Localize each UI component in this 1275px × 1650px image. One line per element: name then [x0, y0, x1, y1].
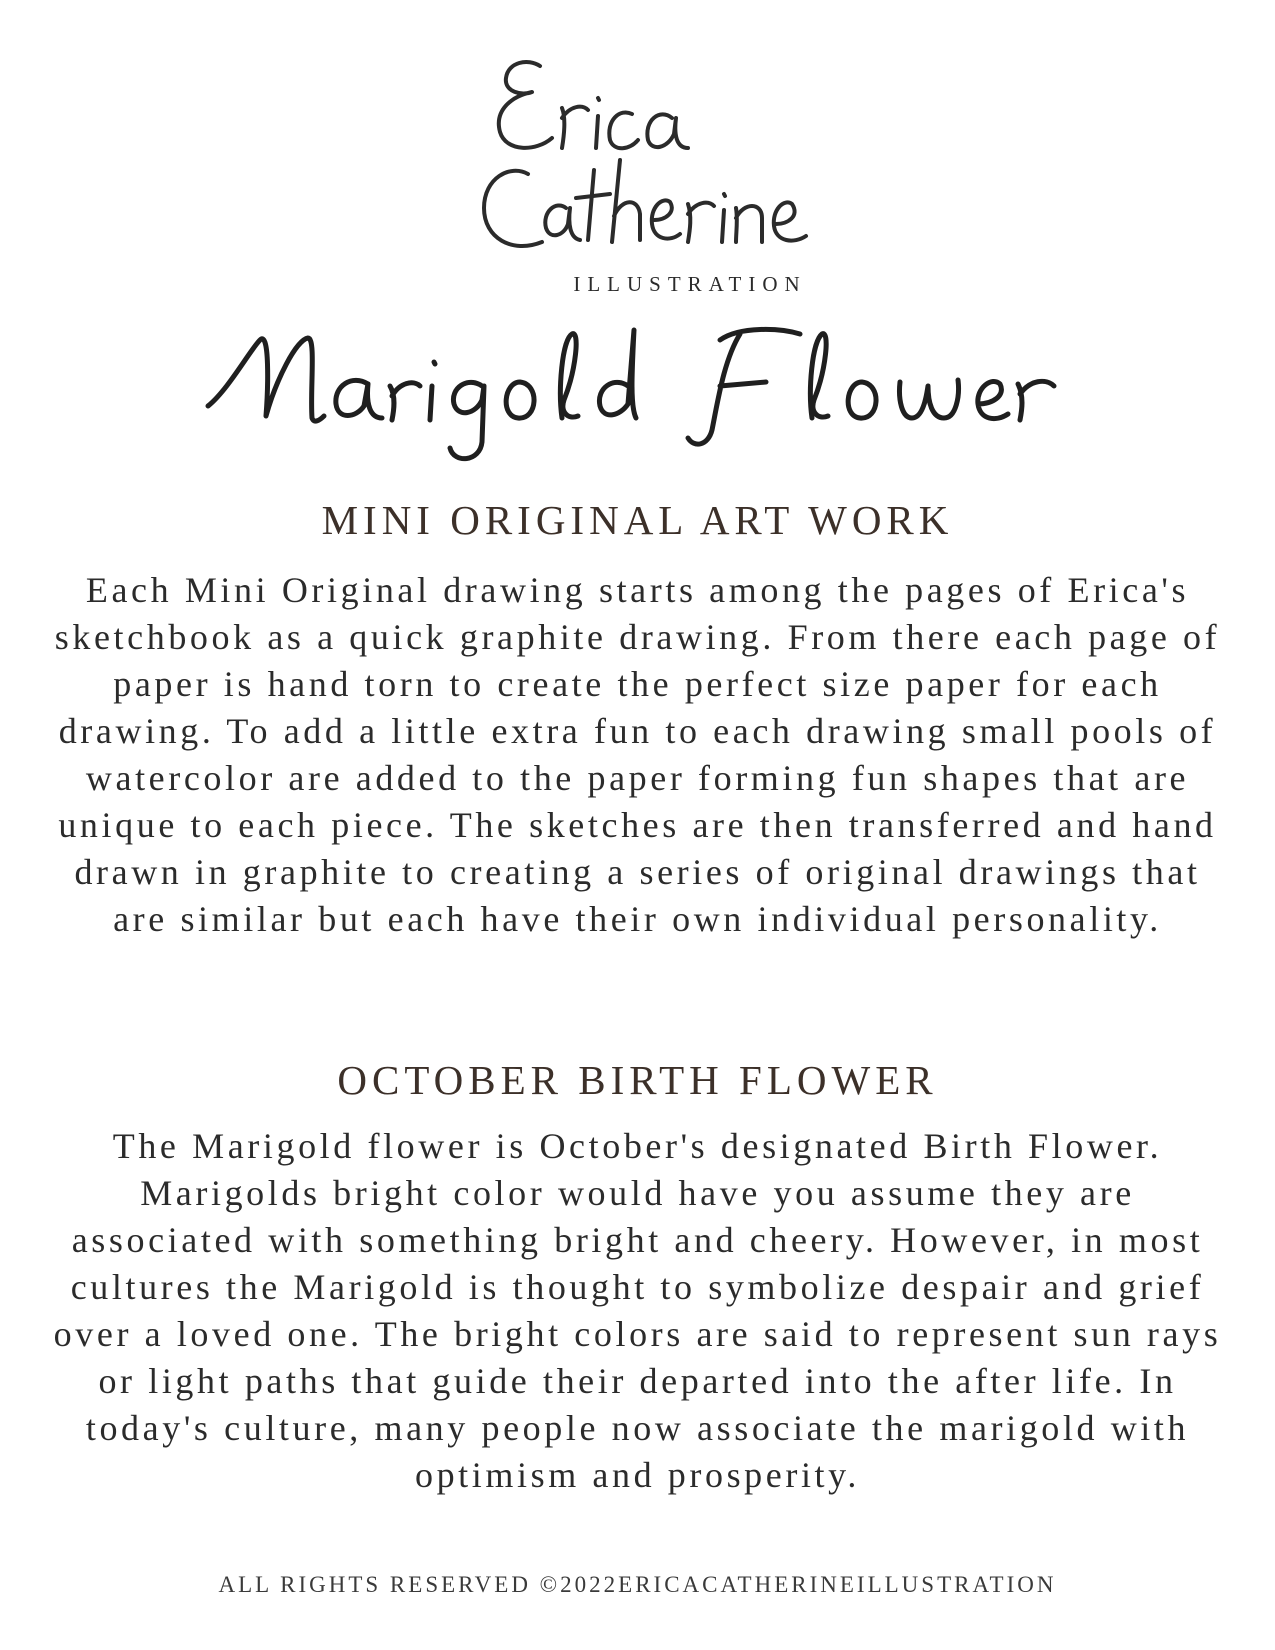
brand-logo: [470, 48, 830, 308]
section-heading-birth-flower: OCTOBER BIRTH FLOWER: [337, 1057, 938, 1103]
section-body-mini-original: Each Mini Original drawing starts among the pages of Erica's sketchbook as a quick graphite drawing. From there each page of paper is hand torn to create the perfect size paper for each drawing. To add a little extra fun to each drawing small pools of watercolor are added to the paper forming fun shapes that are unique to each piece. The sketches are then transferred and hand drawn in graphite to creating a series of original drawings that are similar but each have their own individual personality.: [54, 570, 1221, 939]
section-body-birth-flower: The Marigold flower is October's designated Birth Flower. Marigolds bright color would have you assume they are associated with something bright and cheery. However, in most cultures the Marigold is thought to symbolize despair and grief over a loved one. The bright colors are said to represent sun rays or light paths that guide their departed into the after life. In today's culture, many people now associate the marigold with optimism and prosperity.: [53, 1126, 1222, 1495]
section-heading-mini-original: MINI ORIGINAL ART WORK: [321, 497, 954, 543]
copyright-footer: ALL RIGHTS RESERVED ©2022ERICACATHERINEILLUSTRATION: [218, 1572, 1057, 1597]
logo-script-icon: [470, 48, 830, 278]
logo-subtitle: ILLUSTRATION: [573, 272, 807, 296]
title-script-icon: [200, 320, 1080, 470]
page-title: [200, 320, 1080, 470]
